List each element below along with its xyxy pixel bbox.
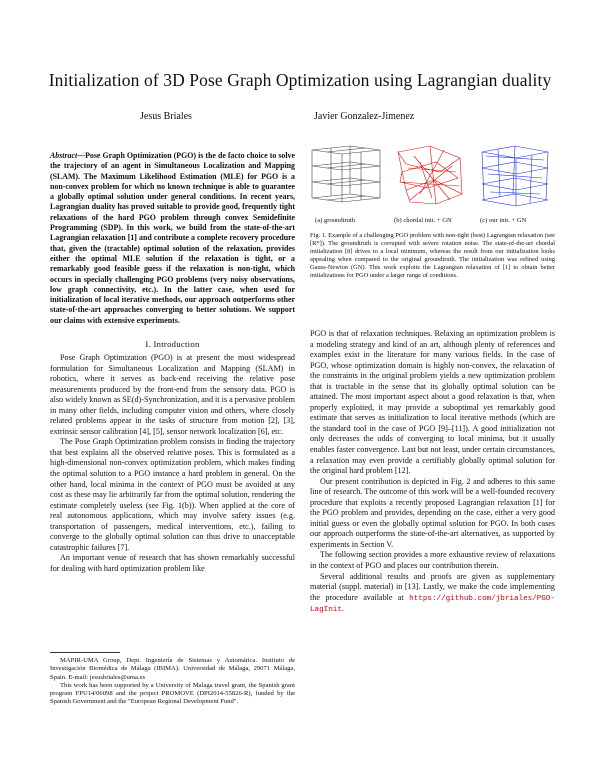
groundtruth-trajectory — [312, 146, 380, 202]
section-heading-introduction: I. Introduction — [145, 339, 200, 349]
intro-paragraph-2: The Pose Graph Optimization problem consists in finding the trajectory that best explains all the observed relative poses. This is formulated as a high-dimensional non-convex optimization problem, which makes finding the optimal solution to a PGO instance a hard problem in general. On the other hand, local minima in the context of PGO must be avoided at any cost as these may lie arbitrarily far from the optimal solution, rendering the estimate completely useless (see Fig. 1(b)). When applied at the core of real autonomous applications, which may involve safety issues (e.g. transportation of passengers, medical interventions, etc.), failing to converge to the globally optimal solution can thus drive to unacceptable catastrophic failures [7]. — [50, 437, 295, 552]
our-trajectory — [482, 146, 548, 206]
abstract — [50, 151, 295, 326]
subcaption-c: (c) our init. + GN — [480, 217, 527, 224]
abstract-text: —Pose Graph Optimization (PGO) is the de facto choice to solve the trajectory of an agent in Simultaneous Localization and Mapping (SLAM). The Maximum Likelihood Estimation (MLE) for PGO is a non-convex problem for which no known technique is able to guarantee a globally optimal solution under general conditions. In recent years, Lagrangian duality has proved suitable to provide good, frequently tight relaxations of the hard PGO problem through convex Semidefinite Programming (SDP). In this work, we build from the state-of-the-art Lagrangian relaxation [1] and contribute a complete recovery procedure that, given the (tractable) optimal solution of the relaxation, provides either the optimal MLE solution if the relaxation is tight, or a remarkably good feasible guess if the relaxation is non-tight, which occurs in specially challenging PGO problems (very noisy observations, low graph connectivity, etc.). In the latter case, when used for initialization of local iterative methods, our approach outperforms other state-of-the-art approaches converging to better solutions. We support our claims with extensive experiments. — [50, 151, 295, 325]
footnote-funding: This work has been supported by a University of Malaga travel grant, the Spanish grant program FPU14/06098 and the project PROMOVE (DPI2014-55826-R), funded by the Spanish Government and the "European Regional Development Fund". — [50, 681, 295, 706]
paper-title: Initialization of 3D Pose Graph Optimization using Lagrangian duality — [48, 70, 552, 90]
footnotes — [50, 657, 295, 707]
right-paragraph-4-text: Several additional results and proofs are given as supplementary material (suppl. material) in [13]. Lastly, we make the code implementing the procedure available at — [310, 571, 555, 602]
figure-1-caption: Fig. 1. Example of a challenging PGO problem with non-tight (best) Lagrangian relaxation (see [R*]). The groundtruth is corrupted with severe rotation noise. The state-of-the-art chordal initialization [8] drives to a local minimum, whereas the result from our initialization looks appealing when compared to the original groundtruth. The initialization was refined using Gauss-Newton (GN). This work exploits the Lagrangian relaxation of [1] to obtain better initializations for PGO under a larger range of conditions. — [310, 232, 555, 280]
figure-1-graphics — [310, 142, 555, 217]
subcaption-a: (a) groundtruth — [315, 217, 356, 224]
intro-paragraph-3: An important venue of research that has shown remarkably successful for dealing with hard optimization problem like — [50, 553, 295, 573]
intro-paragraph-1: Pose Graph Optimization (PGO) is at present the most widespread formulation for Simultaneous Localization and Mapping (SLAM) in robotics, where it serves as back-end receiving the relative pose measurements produced by the front-end from the sensory data. PGO is also widely known as SE(d)-Synchronization, and it is a pervasive problem in many other fields, including computer vision and others, where closely related problems appear in the tasks of structure from motion [2], [3], extrinsic sensor calibration [4], [5], sensor network localization [6], etc. — [50, 353, 295, 436]
figure-1 — [310, 142, 555, 237]
right-paragraph-2: Our present contribution is depicted in Fig. 2 and adheres to this same line of research. The outcome of this work will be a well-founded recovery procedure that exploits a recently proposed Lagrangian relaxation [1] for the PGO problem and provides, depending on the case, either a very good initial guess or even the globally optimal solution for PGO. In both cases our approach outperforms the state-of-the-art alternatives, as supported by experiments in Section V. — [310, 476, 555, 549]
abstract-lead: Abstract — [50, 151, 78, 160]
code-link[interactable]: https://github.com/jbriales/PGO-LagInit — [310, 594, 555, 615]
right-paragraph-1: PGO is that of relaxation techniques. Relaxing an optimization problem is a modeling strategy and kind of an art, although plenty of references and examples exist in the literature for many various fields. In the case of PGO, whose optimization domain is highly non-convex, the relaxation of the constraints in the original problem yields a new optimization problem that is tractable in the sense that its globally optimal solution can be attained. The most important aspect about a good relaxation is that, when properly exploited, it may provide a suboptimal yet remarkably good estimate that serves as initialization to local iterative methods (which are the standard tool in the case of PGO [9]–[11]). A good initialization not only decreases the odds of converging to local minima, but it usually enables faster convergence. Last but not least, under certain circumstances, a relaxation may even provide a certifiably globally optimal solution for the original hard problem [12]. — [310, 329, 555, 476]
footnote-affiliation: MAPIR-UMA Group, Dept. Ingeniería de Sistemas y Automática. Instituto de Investigación Biomédica de Málaga (IBIMA). Universidad de Málaga, 29071 Málaga, Spain. E-mail: jesusbriales@uma.es — [50, 657, 295, 681]
right-paragraph-3: The following section provides a more exhaustive review of relaxations in the context of PGO and places our contribution therein. — [310, 550, 555, 571]
right-column-body — [310, 329, 555, 616]
footnote-rule — [50, 652, 120, 653]
author-2: Javier Gonzalez-Jimenez — [314, 111, 415, 122]
right-paragraph-4 — [310, 572, 555, 616]
intro-body — [50, 353, 295, 574]
author-1: Jesus Briales — [140, 111, 192, 122]
url-suffix: . — [341, 604, 344, 614]
subcaption-b: (b) chordal init. + GN — [394, 217, 452, 224]
chordal-trajectory — [398, 146, 462, 204]
